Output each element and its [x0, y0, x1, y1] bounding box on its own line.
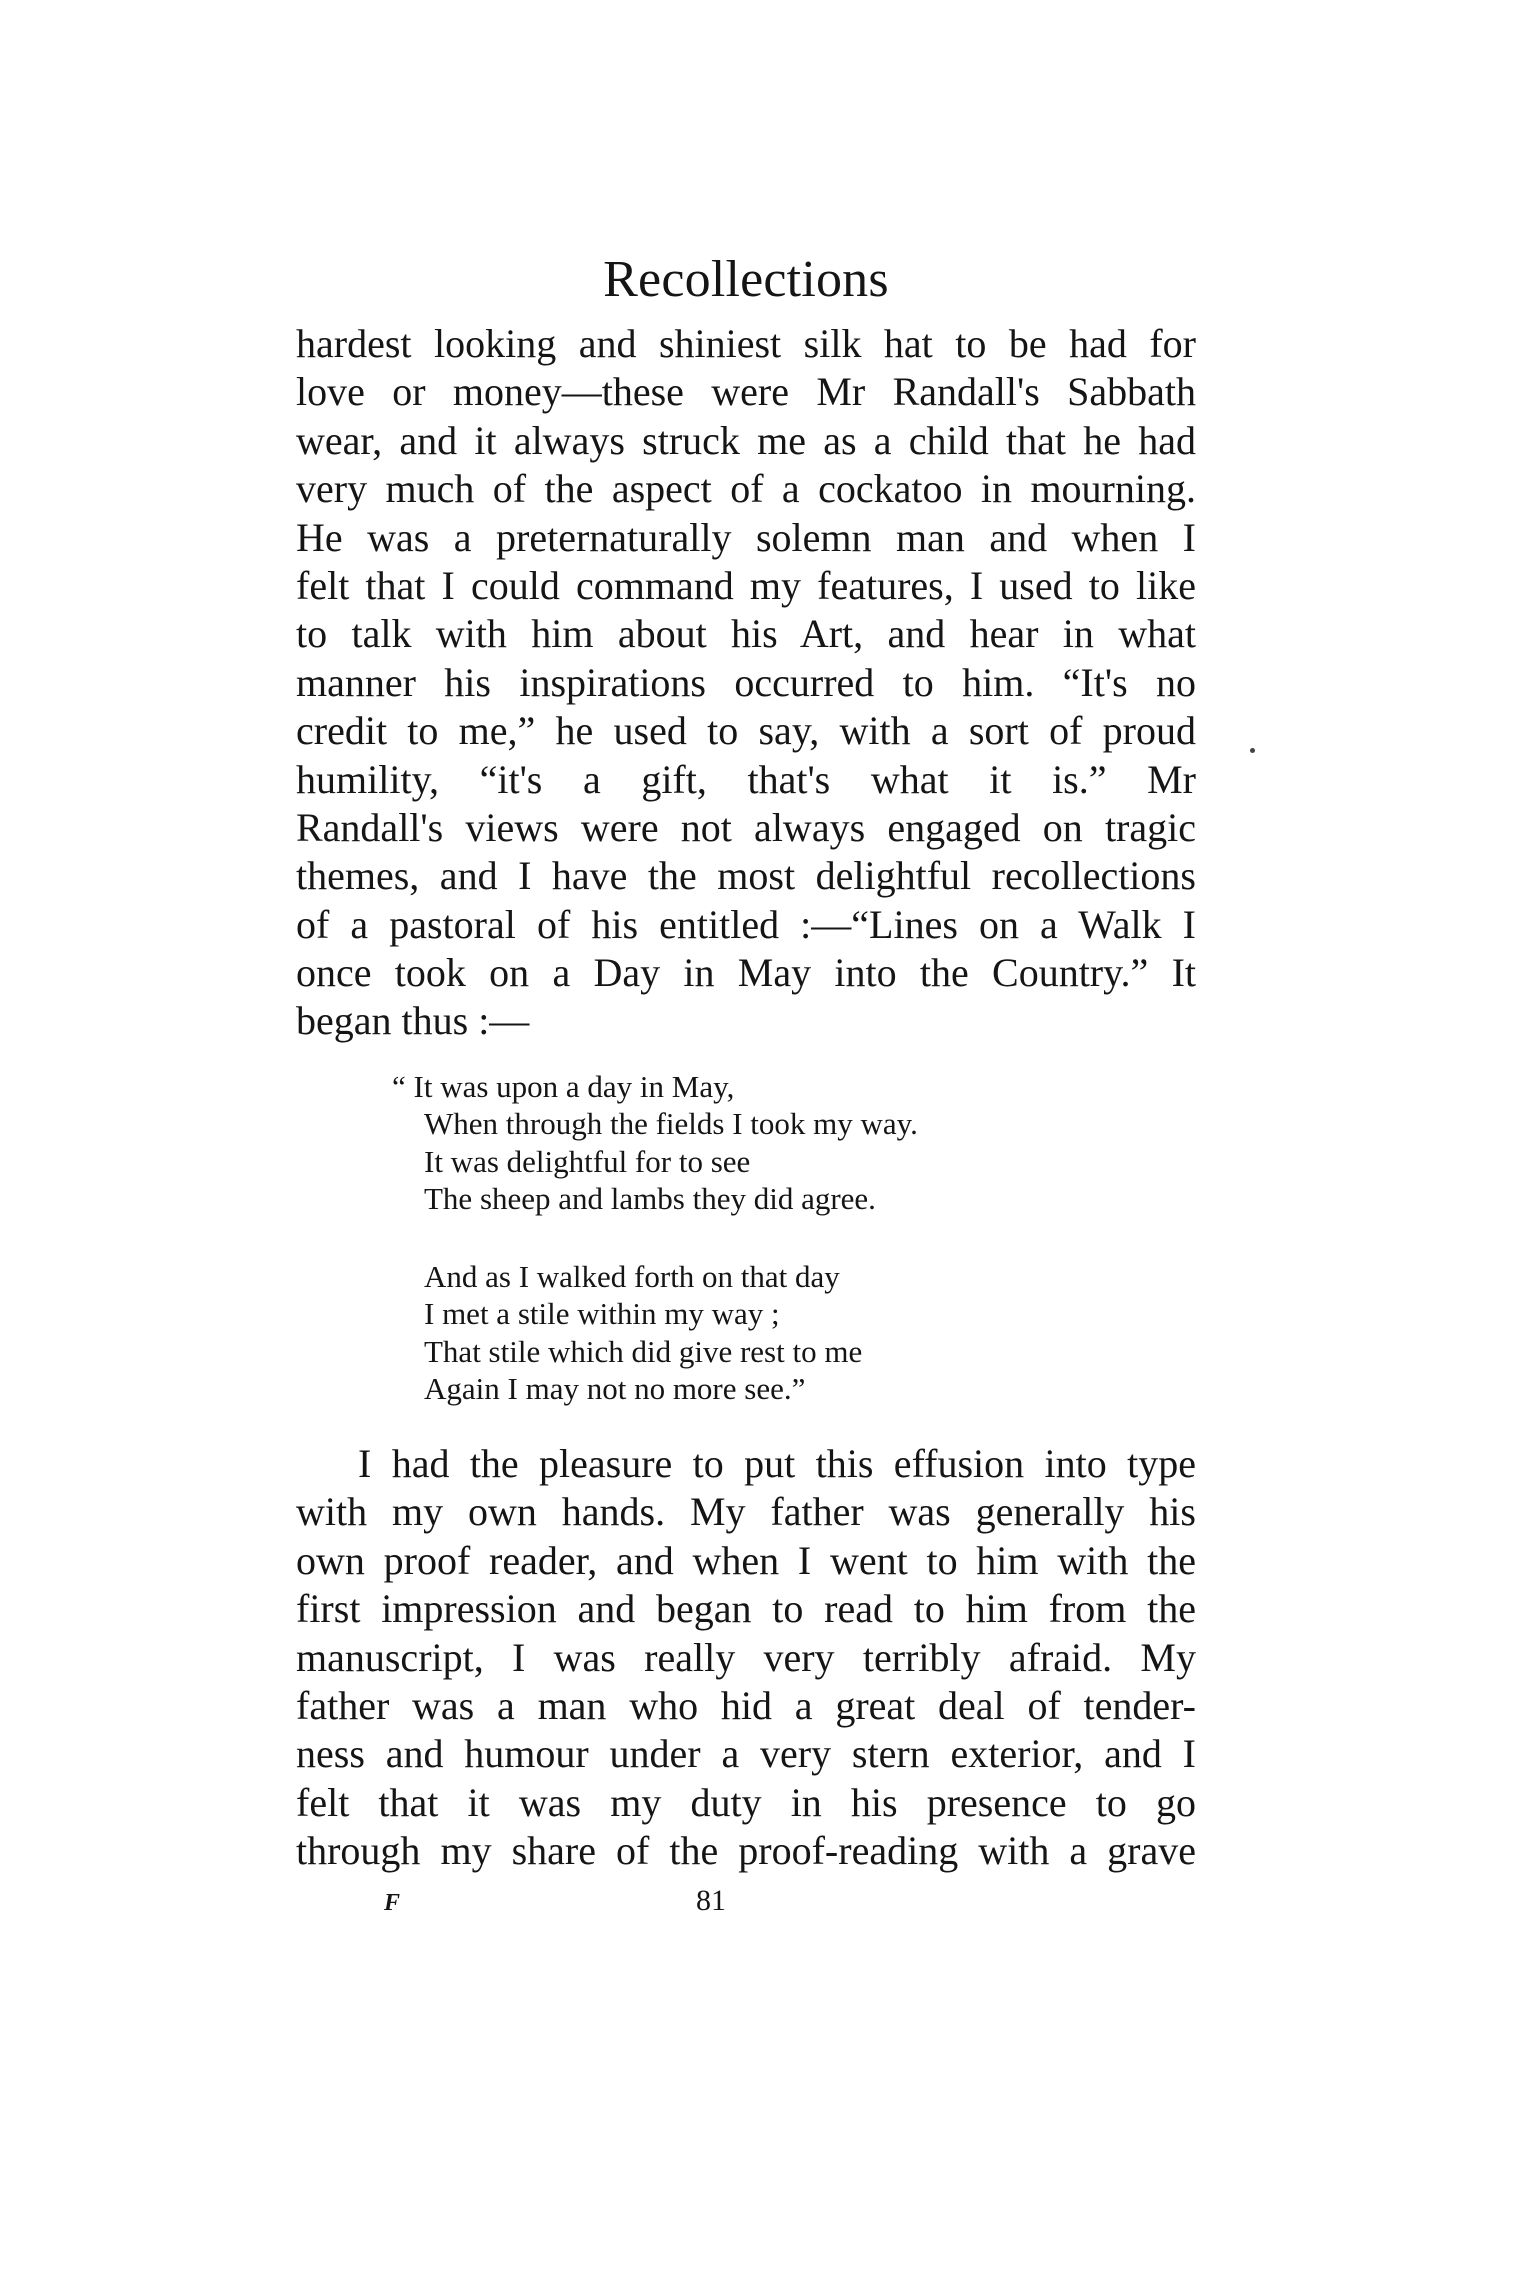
paragraph-1: [296, 320, 1196, 1046]
page-number: 81: [696, 1884, 726, 1917]
paragraph-line: began thus :—: [296, 998, 530, 1044]
paragraph-line: first impression and began to read to him from the: [296, 1586, 1196, 1632]
paragraph-line: wear, and it always struck me as a child that he had: [296, 417, 1196, 463]
paragraph-line: of a pastoral of his entitled :—“Lines on a Walk I: [296, 901, 1196, 947]
paragraph-line: father was a man who hid a great deal of tender-: [296, 1682, 1196, 1728]
paragraph-line: to talk with him about his Art, and hear in what: [296, 611, 1196, 657]
poem-stanza-1: [392, 1068, 1112, 1218]
paragraph-line: hardest looking and shiniest silk hat to be had for: [296, 321, 1196, 366]
paragraph-line: themes, and I have the most delightful recollections: [296, 853, 1196, 899]
paragraph-line: ness and humour under a very stern exterior, and I: [296, 1731, 1196, 1777]
paragraph-line: credit to me,” he used to say, with a sort of proud: [296, 708, 1196, 754]
paragraph-line: with my own hands. My father was generally his: [296, 1489, 1196, 1535]
stray-ink-dot: [1250, 748, 1255, 753]
poem-stanza-2: [392, 1258, 1112, 1408]
paragraph-line: very much of the aspect of a cockatoo in mourning.: [296, 466, 1196, 512]
signature-mark: F: [384, 1890, 401, 1916]
running-head: Recollections: [603, 251, 889, 308]
verse-line: The sheep and lambs they did agree.: [424, 1181, 876, 1217]
verse-line: “ It was upon a day in May,: [392, 1069, 735, 1104]
verse-line: It was delightful for to see: [424, 1143, 751, 1179]
verse-line: I met a stile within my way ;: [424, 1296, 780, 1332]
verse-line: And as I walked forth on that day: [424, 1259, 840, 1294]
paragraph-line: felt that it was my duty in his presence to go: [296, 1779, 1196, 1825]
paragraph-2: [296, 1440, 1196, 1876]
paragraph-line: manner his inspirations occurred to him. “It's no: [296, 659, 1196, 705]
paragraph-line: felt that I could command my features, I used to like: [296, 562, 1196, 608]
verse-line: Again I may not no more see.”: [424, 1371, 806, 1407]
paragraph-line: He was a preternaturally solemn man and when I: [296, 514, 1196, 560]
verse-line: When through the fields I took my way.: [424, 1106, 918, 1142]
paragraph-line: humility, “it's a gift, that's what it is.” Mr: [296, 756, 1196, 802]
paragraph-line: love or money—these were Mr Randall's Sabbath: [296, 369, 1196, 415]
paragraph-line: own proof reader, and when I went to him with the: [296, 1537, 1196, 1583]
paragraph-line: manuscript, I was really very terribly afraid. My: [296, 1634, 1196, 1680]
verse-line: That stile which did give rest to me: [424, 1333, 863, 1369]
paragraph-line: I had the pleasure to put this effusion into type: [358, 1441, 1196, 1486]
paragraph-line: once took on a Day in May into the Country.” It: [296, 950, 1196, 996]
paragraph-line: Randall's views were not always engaged on tragic: [296, 804, 1196, 850]
paragraph-line: through my share of the proof-reading with a grave: [296, 1828, 1196, 1874]
